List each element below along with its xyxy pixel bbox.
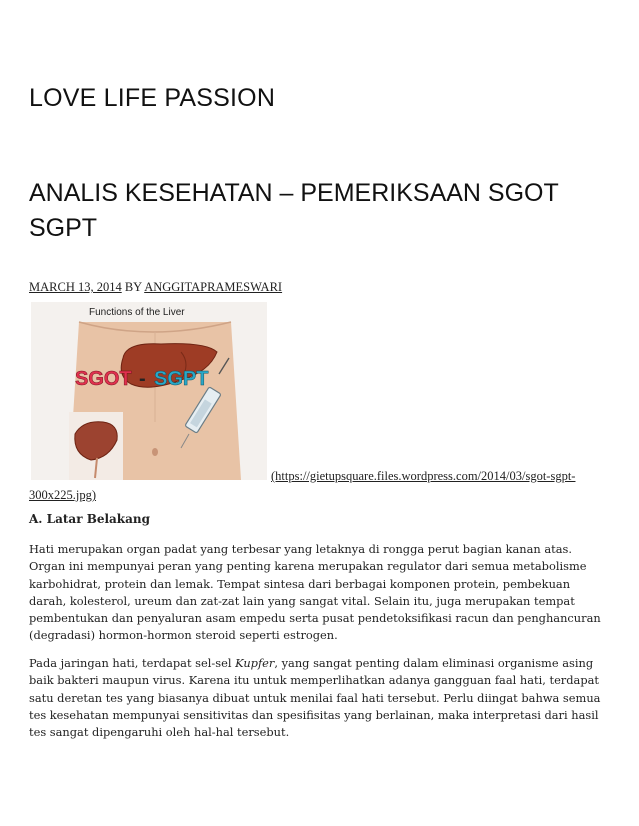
post-author-link[interactable]: ANGGITAPRAMESWARI <box>144 280 283 294</box>
post-date-link[interactable]: MARCH 13, 2014 <box>29 280 122 294</box>
sgot-label: SGOT <box>75 368 132 390</box>
sgpt-label: SGPT <box>154 368 209 390</box>
figure-caption-title: Functions of the Liver <box>89 307 185 318</box>
post-meta <box>29 280 282 295</box>
sgot-sgpt-dash: - <box>139 368 146 390</box>
liver-illustration <box>31 302 267 480</box>
navel <box>152 448 158 456</box>
paragraph-2-start: Pada jaringan hati, terdapat sel-sel <box>29 656 236 670</box>
figure-source-link[interactable]: (https://gietupsquare.files.wordpress.com/2014/03/sgot-sgpt-300x225.jpg) <box>29 469 576 502</box>
section-heading: A. Latar Belakang <box>29 512 151 526</box>
paragraph-2 <box>29 655 609 741</box>
paragraph-2-kupfer: Kupfer <box>235 656 275 670</box>
paragraph-2-rest: , yang sangat penting dalam eliminasi organisme asing baik bakteri maupun virus. Karena itu untuk memperlihatkan adanya gangguan faal hati, terdapat satu deretan tes yang biasanya dibuat untuk menilai faal hati tersebut. Perlu diingat bahwa semua tes kesehatan mempunyai sensitivitas dan spesifisitas yang berlainan, maka interpretasi dari hasil tes sangat dipengaruhi oleh hal-hal tersebut. <box>29 656 601 740</box>
site-title[interactable]: LOVE LIFE PASSION <box>29 84 276 112</box>
post-title: ANALIS KESEHATAN – PEMERIKSAAN SGOT SGPT <box>29 179 559 242</box>
post-by-label: BY <box>124 280 142 294</box>
paragraph-1: Hati merupakan organ padat yang terbesar yang letaknya di rongga perut bagian kanan atas. Organ ini mempunyai peran yang penting karena merupakan regulator dari semua metabolisme karbohidrat, protein dan lemak. Tempat sintesa dari berbagai komponen protein, pembekuan darah, kolesterol, ureum dan zat-zat lain yang sangat vital. Selain itu, juga merupakan tempat pembentukan dan penyaluran asam empedu serta pusat pendetoksifikasi racun dan penghancuran (degradasi) hormon-hormon steroid seperti estrogen. <box>29 542 601 643</box>
liver-figure[interactable] <box>31 302 267 480</box>
